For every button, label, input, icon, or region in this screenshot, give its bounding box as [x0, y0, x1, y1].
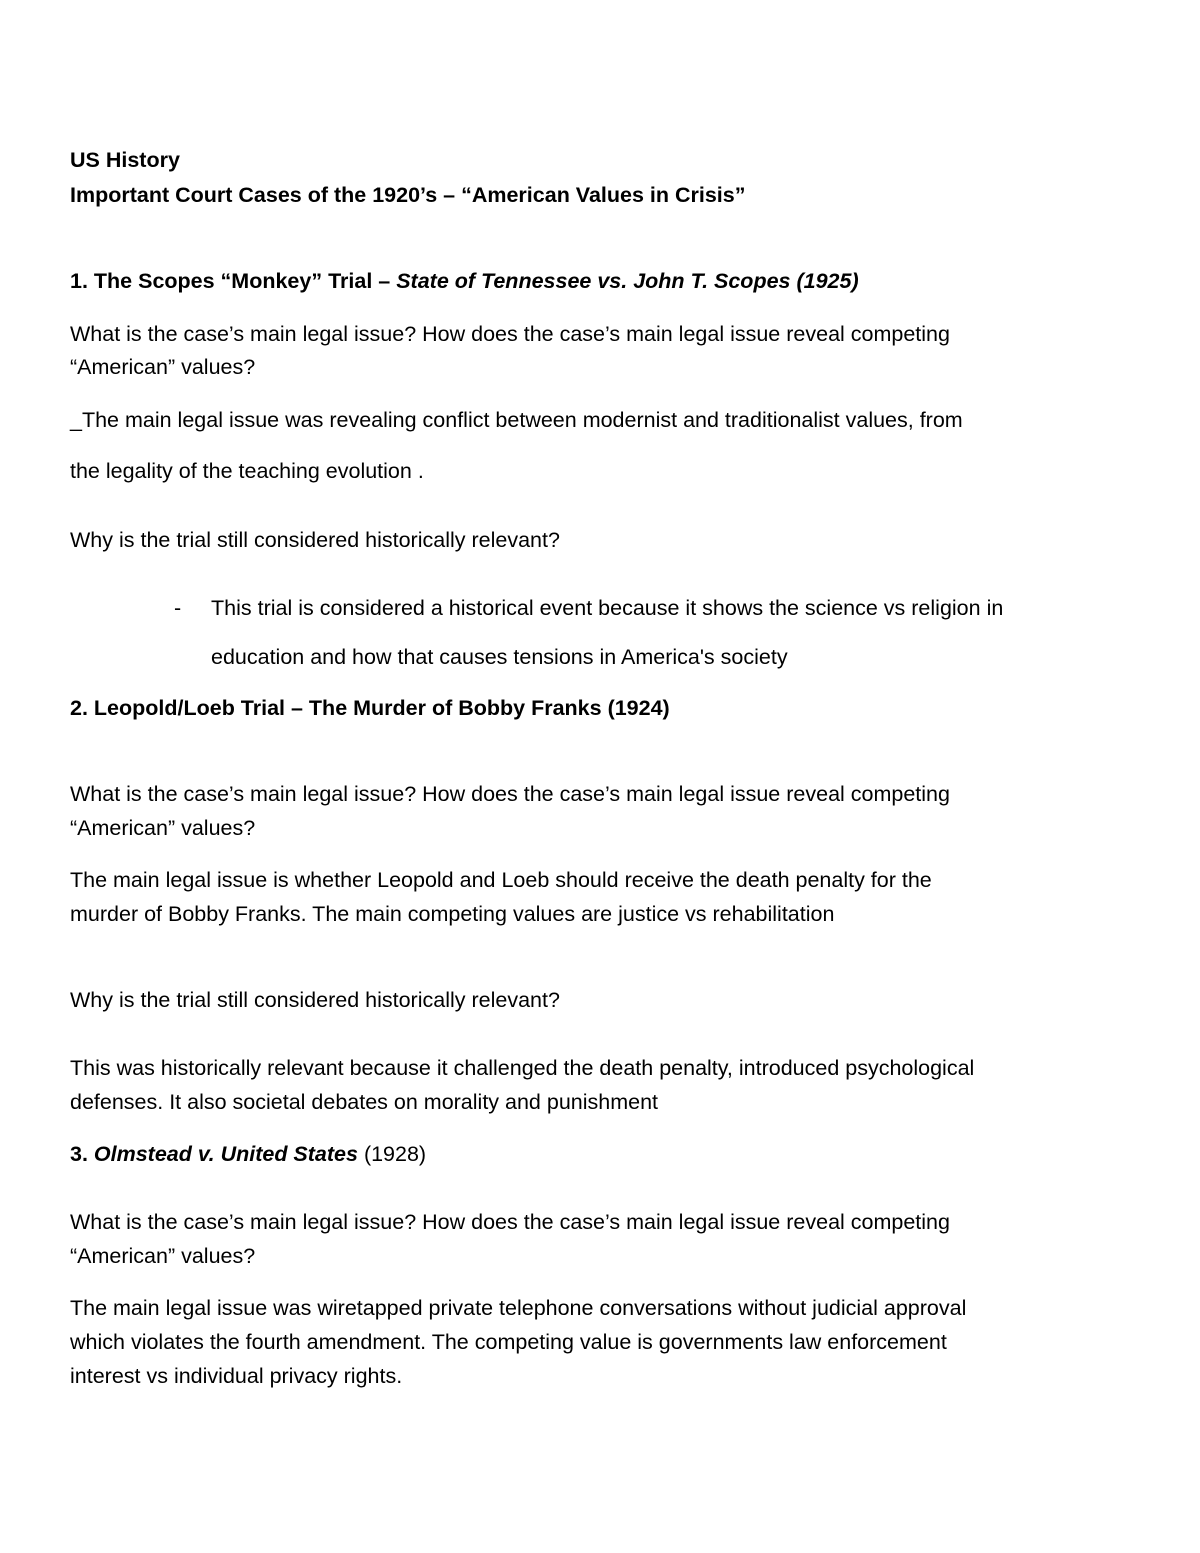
- case3-heading-num: 3.: [70, 1142, 94, 1166]
- case3-heading-year: (1928): [357, 1142, 427, 1166]
- case3-answer1-line3: interest vs individual privacy rights.: [70, 1364, 403, 1388]
- case1-question2: Why is the trial still considered historically relevant?: [70, 528, 560, 552]
- case1-answer1-line2: the legality of the teaching evolution .: [70, 459, 424, 483]
- case3-heading: [70, 1137, 426, 1171]
- case1-heading: [70, 264, 859, 298]
- case2-question2: Why is the trial still considered historically relevant?: [70, 988, 560, 1012]
- case2-answer2-line1: This was historically relevant because it challenged the death penalty, introduced psychological: [70, 1056, 975, 1080]
- course-title: US History: [70, 148, 180, 172]
- case1-question1-line2: “American” values?: [70, 355, 256, 379]
- case1-heading-num: 1. The Scopes “Monkey” Trial –: [70, 269, 397, 293]
- case3-heading-italic: Olmstead v. United States: [93, 1142, 358, 1166]
- case1-answer2-line1: This trial is considered a historical event because it shows the science vs religion in: [211, 596, 1004, 620]
- document-title: Important Court Cases of the 1920’s – “American Values in Crisis”: [70, 183, 746, 207]
- case2-answer1-line2: murder of Bobby Franks. The main competing values are justice vs rehabilitation: [70, 902, 835, 926]
- case1-answer1-line1: _The main legal issue was revealing conflict between modernist and traditionalist values, from: [70, 408, 963, 432]
- case3-question1-line2: “American” values?: [70, 1244, 256, 1268]
- case3-question1-line1: What is the case’s main legal issue? How does the case’s main legal issue reveal competing: [70, 1210, 950, 1234]
- case2-question1-line1: What is the case’s main legal issue? How does the case’s main legal issue reveal competing: [70, 782, 950, 806]
- case1-bullet-dash: -: [174, 596, 182, 620]
- case1-question1-line1: What is the case’s main legal issue? How does the case’s main legal issue reveal competing: [70, 322, 950, 346]
- case2-answer1-line1: The main legal issue is whether Leopold and Loeb should receive the death penalty for the: [70, 868, 932, 892]
- case2-heading: 2. Leopold/Loeb Trial – The Murder of Bobby Franks (1924): [70, 696, 670, 720]
- case1-heading-italic: State of Tennessee vs. John T. Scopes (1925): [396, 269, 859, 293]
- case3-answer1-line2: which violates the fourth amendment. The competing value is governments law enforcement: [70, 1330, 947, 1354]
- case2-question1-line2: “American” values?: [70, 816, 256, 840]
- case1-answer2-line2: education and how that causes tensions in America's society: [211, 645, 788, 669]
- case3-answer1-line1: The main legal issue was wiretapped private telephone conversations without judicial approval: [70, 1296, 967, 1320]
- case2-answer2-line2: defenses. It also societal debates on morality and punishment: [70, 1090, 659, 1114]
